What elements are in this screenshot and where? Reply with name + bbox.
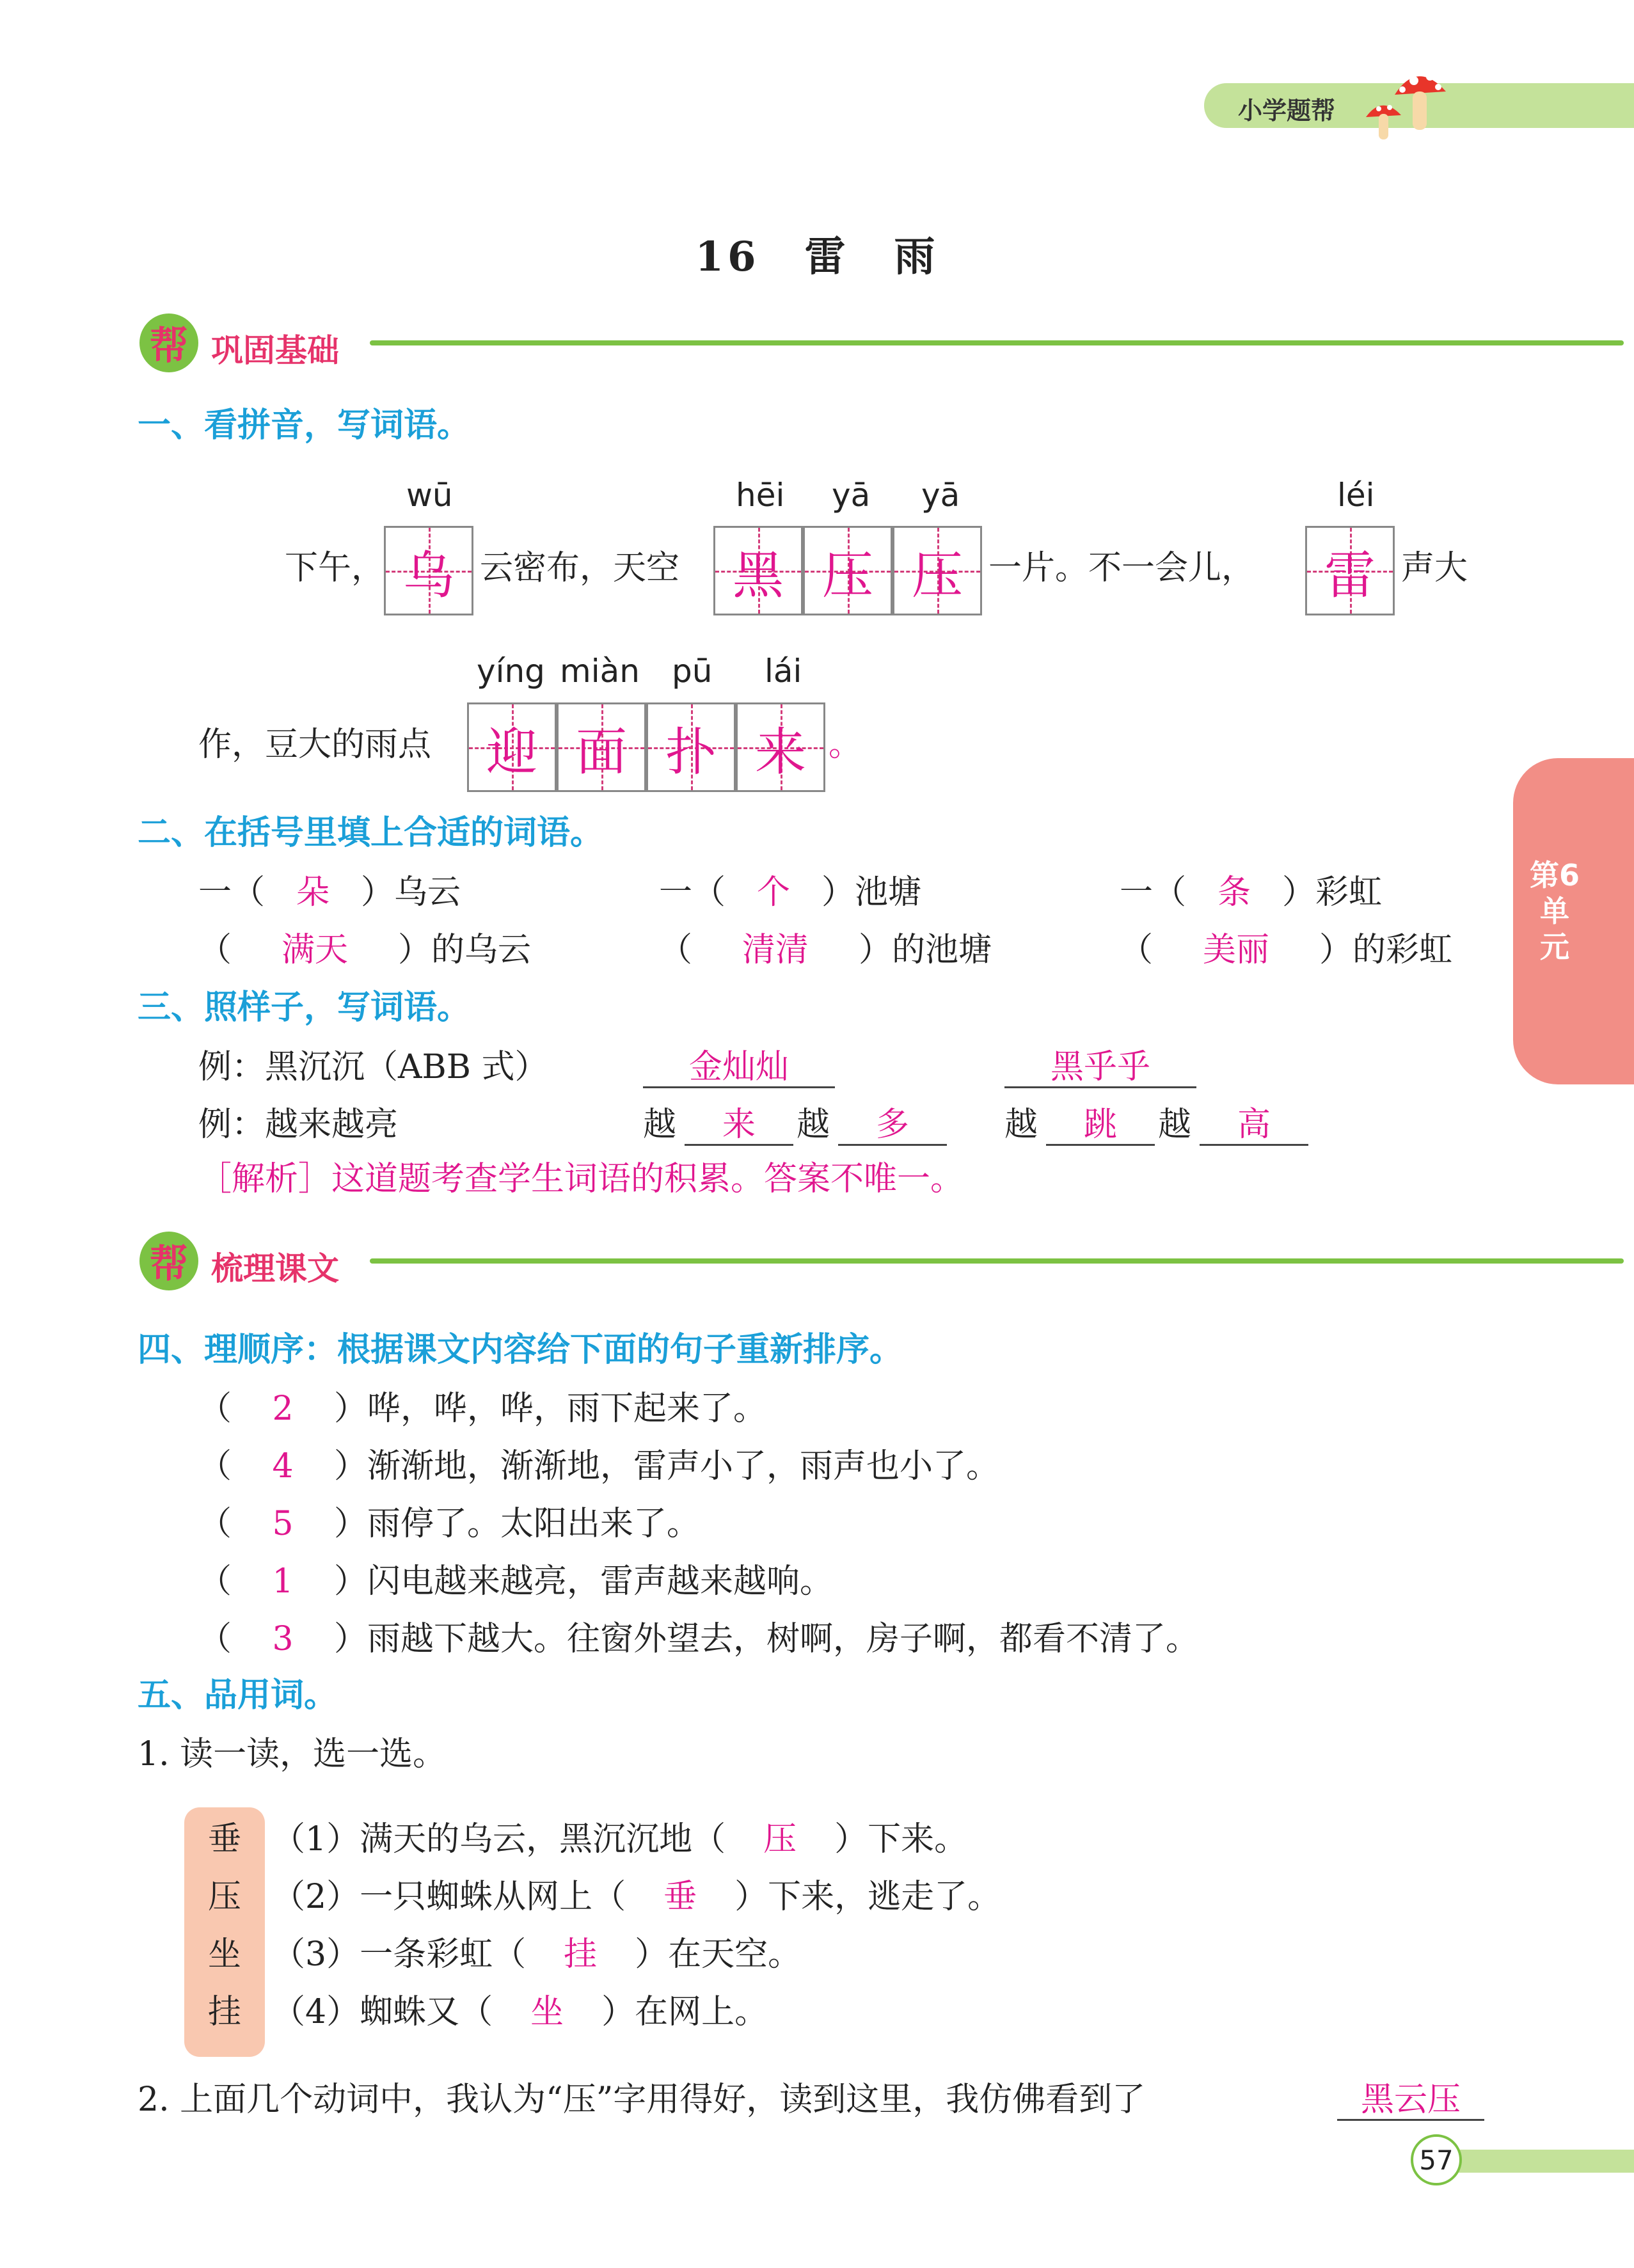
q2-item: 一（ 朵 ）乌云 (198, 873, 461, 912)
unit-tab-label: 第6单元 (1529, 858, 1580, 964)
q5-sub2: 2. 上面几个动词中，我认为“压”字用得好，读到这里，我仿佛看到了 (138, 2081, 1146, 2119)
q3-analysis: ［解析］这道题考查学生词语的积累。答案不唯一。 (198, 1160, 964, 1198)
answer-box: 雷 (1305, 526, 1395, 615)
answer-box: 扑 (646, 702, 736, 792)
q3-yue: 越 (643, 1106, 677, 1144)
q5-sub1: 1. 读一读，选一选。 (138, 1735, 447, 1773)
q3-answer: 来 (685, 1106, 793, 1146)
lesson-title: 16 雷 雨 (695, 233, 939, 281)
q2-item: （ 满天 ）的乌云 (198, 931, 532, 969)
answer-box: 压 (892, 526, 982, 615)
q3-answer: 黑乎乎 (1004, 1048, 1196, 1088)
answer-box: 来 (736, 702, 825, 792)
q2-item: 一（ 条 ）彩虹 (1120, 873, 1383, 912)
answer-box: 压 (803, 526, 892, 615)
q4-item: （ 5 ）雨停了。太阳出来了。 (198, 1505, 701, 1543)
section-divider (370, 340, 1624, 345)
verb-option: 压 (208, 1878, 242, 1916)
pinyin-ying: yíng (477, 653, 545, 690)
q1-text: 。 (829, 726, 862, 764)
q5-item: （4）蜘蛛又（ 坐 ）在网上。 (272, 1993, 768, 2031)
verb-option: 垂 (208, 1820, 242, 1859)
answer-box: 乌 (384, 526, 473, 615)
q2-item: （ 美丽 ）的彩虹 (1120, 931, 1453, 969)
pinyin-ya: yā (832, 477, 871, 514)
q3-yue: 越 (1158, 1106, 1192, 1144)
verb-option: 挂 (208, 1993, 242, 2031)
q1-text: 一片。不一会儿， (988, 549, 1255, 587)
verb-option: 坐 (208, 1935, 242, 1974)
q5-item: （3）一条彩虹（ 挂 ）在天空。 (272, 1935, 802, 1974)
q3-yue: 越 (1004, 1106, 1038, 1144)
answer-box: 面 (557, 702, 646, 792)
mushroom-icon (1356, 56, 1471, 146)
pinyin-hei: hēi (736, 477, 785, 514)
q4-heading: 四、理顺序：根据课文内容给下面的句子重新排序。 (138, 1331, 903, 1369)
q1-text: 作，豆大的雨点 (198, 726, 432, 764)
q2-heading: 二、在括号里填上合适的词语。 (138, 814, 604, 852)
page-footer-bar (1452, 2150, 1634, 2173)
answer-box: 黑 (713, 526, 803, 615)
q4-item: （ 1 ）闪电越来越亮，雷声越来越响。 (198, 1562, 834, 1601)
q1-text: 声大 (1401, 549, 1468, 587)
section-title: 巩固基础 (211, 332, 339, 369)
pinyin-mian: miàn (560, 653, 640, 690)
section-badge: 帮 (139, 1232, 198, 1290)
q1-text: 下午， (285, 549, 385, 587)
pinyin-ya-2: yā (921, 477, 960, 514)
q3-answer: 金灿灿 (643, 1048, 835, 1088)
pinyin-pu: pū (672, 653, 713, 690)
page-number: 57 (1411, 2134, 1462, 2185)
q5-item: （1）满天的乌云，黑沉沉地（ 压 ）下来。 (272, 1820, 968, 1859)
q2-item: （ 清清 ）的池塘 (659, 931, 992, 969)
q1-text: 云密布，天空 (480, 549, 680, 587)
section-title: 梳理课文 (211, 1250, 339, 1287)
q3-answer: 多 (838, 1106, 947, 1146)
pinyin-lei: léi (1337, 477, 1375, 514)
answer-box: 迎 (467, 702, 557, 792)
q4-item: （ 4 ）渐渐地，渐渐地，雷声小了，雨声也小了。 (198, 1447, 1000, 1486)
pinyin-wu: wū (406, 477, 453, 514)
q2-item: 一（ 个 ）池塘 (659, 873, 922, 912)
q1-heading: 一、看拼音，写词语。 (138, 406, 471, 445)
q3-yue: 越 (797, 1106, 830, 1144)
brand-label: 小学题帮 (1238, 97, 1336, 125)
section-divider (370, 1258, 1624, 1264)
q5-item: （2）一只蜘蛛从网上（ 垂 ）下来，逃走了。 (272, 1878, 1001, 1916)
q3-answer: 高 (1200, 1106, 1308, 1146)
q3-heading: 三、照样子，写词语。 (138, 988, 471, 1027)
pinyin-lai: lái (765, 653, 802, 690)
q5-sub2-answer: 黑云压 (1337, 2081, 1484, 2121)
q3-example-1: 例：黑沉沉（ABB 式） (198, 1048, 548, 1086)
q4-item: （ 3 ）雨越下越大。往窗外望去，树啊，房子啊，都看不清了。 (198, 1620, 1200, 1658)
q3-example-2: 例：越来越亮 (198, 1106, 399, 1144)
section-badge: 帮 (139, 313, 198, 372)
q4-item: （ 2 ）哗，哗，哗，雨下起来了。 (198, 1390, 767, 1428)
q5-heading: 五、品用词。 (138, 1676, 338, 1715)
q3-answer: 跳 (1046, 1106, 1155, 1146)
